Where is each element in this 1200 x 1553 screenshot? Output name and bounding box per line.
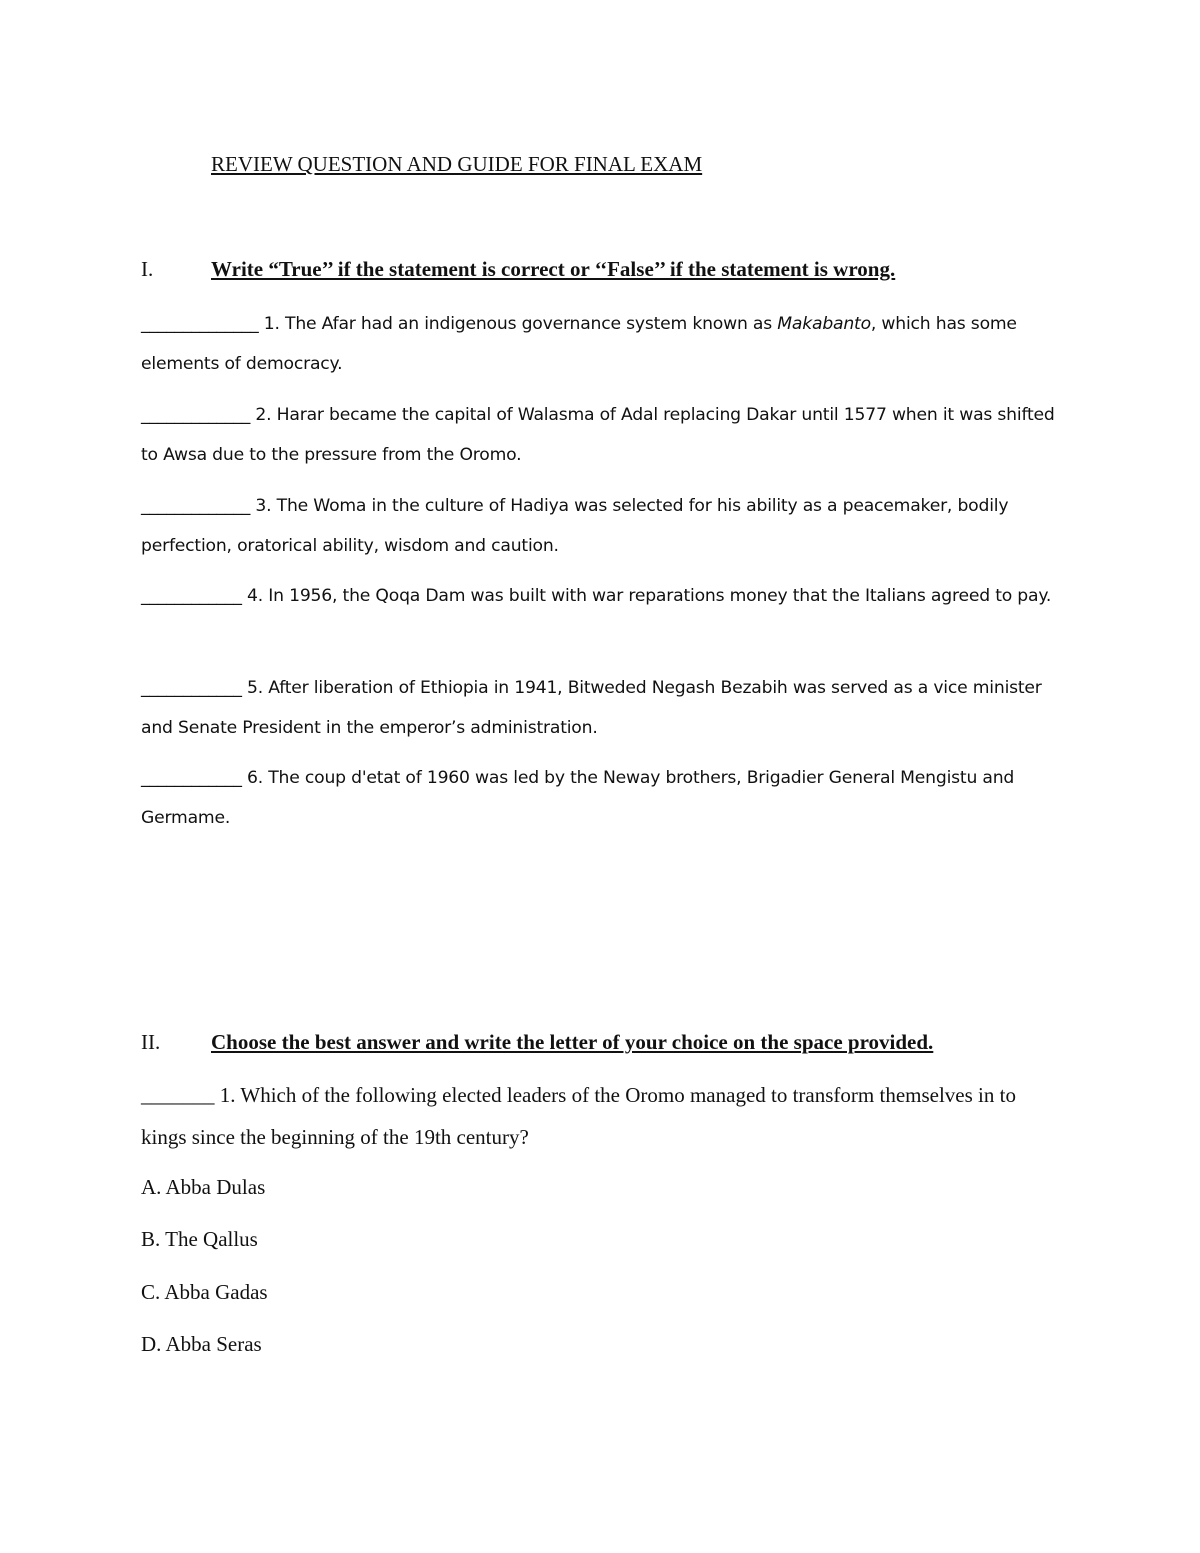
item-number: 1. [263, 314, 280, 334]
option-b: B. The Qallus [141, 1227, 258, 1251]
answer-blank: ____________ [141, 586, 242, 606]
true-false-item-5 [141, 668, 1061, 748]
true-false-item-6 [141, 758, 1061, 838]
answer-blank: ____________ [141, 768, 242, 788]
item-emphasis: Makabanto [777, 314, 871, 334]
item-text: 4. In 1956, the Qoqa Dam was built with war reparations money that the Italians agreed to pay. [247, 586, 1052, 606]
section-1-heading: Write “True’’ if the statement is correct or ‘‘False’’ if the statement is wrong. [211, 257, 896, 281]
answer-blank: _____________ [141, 496, 251, 516]
item-text: 6. The coup d'etat of 1960 was led by the Neway brothers, Brigadier General Mengistu and Germame. [141, 768, 1015, 828]
section-2-heading: Choose the best answer and write the letter of your choice on the space provided. [211, 1030, 934, 1054]
multiple-choice-question-1 [141, 1074, 1041, 1158]
item-text: The Afar had an indigenous governance system known as [285, 314, 772, 334]
item-text: 3. The Woma in the culture of Hadiya was selected for his ability as a peacemaker, bodily perfection, oratorical ability, wisdom and caution. [141, 496, 1009, 556]
true-false-item-3 [141, 486, 1061, 566]
page-title: REVIEW QUESTION AND GUIDE FOR FINAL EXAM [211, 152, 703, 176]
answer-blank: ____________ [141, 678, 242, 698]
option-d: D. Abba Seras [141, 1332, 262, 1356]
section-2-number: II. [141, 1030, 161, 1054]
answer-blank: _______ [141, 1083, 215, 1107]
answer-blank: ______________ [141, 314, 259, 334]
question-text: 1. Which of the following elected leaders of the Oromo managed to transform themselves in to kings since the beginning of the 19th century? [141, 1083, 1016, 1149]
item-text: 5. After liberation of Ethiopia in 1941, Bitweded Negash Bezabih was served as a vice minister and Senate President in the emperor’s administration. [141, 678, 1042, 738]
item-text: 2. Harar became the capital of Walasma of Adal replacing Dakar until 1577 when it was shifted to Awsa due to the pressure from the Oromo. [141, 405, 1055, 465]
option-a: A. Abba Dulas [141, 1175, 266, 1199]
true-false-item-1 [141, 304, 1061, 384]
section-1-number: I. [141, 257, 154, 281]
true-false-item-2 [141, 395, 1061, 475]
true-false-item-4 [141, 576, 1061, 616]
option-c: C. Abba Gadas [141, 1280, 268, 1304]
item-text: , which has some elements of democracy. [141, 314, 1017, 374]
answer-blank: _____________ [141, 405, 251, 425]
